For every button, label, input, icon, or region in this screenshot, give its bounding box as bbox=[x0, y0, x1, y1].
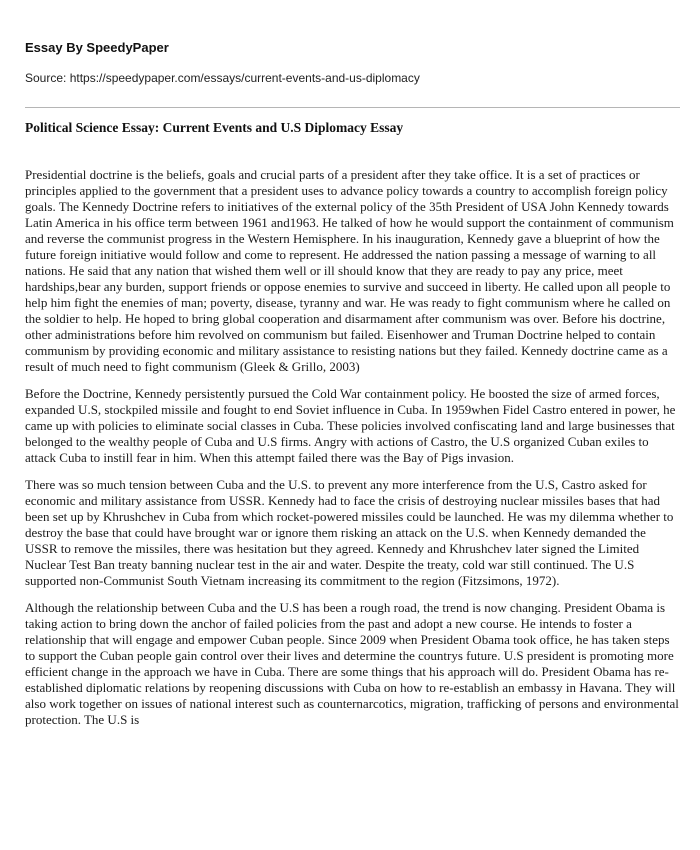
brand-title: Essay By SpeedyPaper bbox=[25, 40, 169, 55]
essay-paragraph: Although the relationship between Cuba and the U.S has been a rough road, the trend is now changing. President Obama is taking action to bring down the anchor of failed policies from the past and adopt a new course. He intends to foster a relationship that will engage and empower Cuban people. Since 2009 when President Obama took office, he has taken steps to support the Cuban people gain control over their lives and determine the countrys future. U.S president is promoting more efficient change in the approach we have in Cuba. There are some things that his approach will do. President Obama has re-established diplomatic relations by reopening discussions with Cuba on how to re-establish an embassy in Havana. They will also work together on issues of national interest such as counternarcotics, migration, trafficking of persons and environmental protection. The U.S is bbox=[25, 600, 679, 727]
source-line: Source: https://speedypaper.com/essays/current-events-and-us-diplomacy bbox=[25, 71, 420, 85]
essay-paragraph: There was so much tension between Cuba and the U.S. to prevent any more interference from the U.S, Castro asked for economic and military assistance from USSR. Kennedy had to face the crisis of destroying nuclear missiles bases that had been set up by Khrushchev in Cuba from which rocket-powered missiles could be launched. He was my dilemma whether to destroy the base that could have brought war or ignore them risking an attack on the U.S. when Kennedy demanded the USSR to remove the missiles, there was hesitation but they agreed. Kennedy and Khrushchev later signed the Limited Nuclear Test Ban treaty banning nuclear test in the air and water. Despite the treaty, cold war still continued. The U.S supported non-Communist South Vietnam increasing its commitment to the region (Fitzsimons, 1972). bbox=[25, 477, 674, 588]
essay-paragraph: Presidential doctrine is the beliefs, goals and crucial parts of a president after they take office. It is a set of practices or principles applied to the government that a president uses to advance policy towards a country to accomplish foreign policy goals. The Kennedy Doctrine refers to initiatives of the external policy of the 35th President of USA John Kennedy towards Latin America in his office term between 1961 and1963. He talked of how he would support the containment of communism and reverse the communist progress in the Western Hemisphere. In his inauguration, Kennedy gave a blueprint of how the future foreign initiative would follow and come to represent. He addressed the nation passing a message of warning to all nations. He said that any nation that wished them well or ill should know that they are ready to pay any price, meet hardships,bear any burden, support friends or oppose enemies to survive and succeed in liberty. He called upon all people to help him fight the enemies of man; poverty, disease, tyranny and war. He was ready to fight communism where he called on the soldier to help. He hoped to bring global cooperation and disarmament after communism was over. Before his doctrine, other administrations before him revolved on communism but failed. Eisenhower and Truman Doctrine helped to contain communism by providing economic and military assistance to resisting nations but they failed. Kennedy doctrine came as a result of much need to fight communism (Gleek & Grillo, 2003) bbox=[25, 167, 674, 374]
essay-title: Political Science Essay: Current Events and U.S Diplomacy Essay bbox=[25, 120, 404, 135]
site-header bbox=[25, 40, 680, 85]
essay-paragraph: Before the Doctrine, Kennedy persistently pursued the Cold War containment policy. He boosted the size of armed forces, expanded U.S, stockpiled missile and fought to end Soviet influence in Cuba. In 1959when Fidel Castro entered in power, he came up with policies to eliminate social classes in Cuba. These policies involved confiscating land and large businesses that belonged to the wealthy people of Cuba and U.S firms. Angry with actions of Castro, the U.S organized Cuban exiles to attack Cuba to instill fear in him. When this attempt failed there was the Bay of Pigs invasion. bbox=[25, 386, 676, 465]
essay-body bbox=[25, 167, 679, 739]
header-divider bbox=[25, 107, 680, 108]
